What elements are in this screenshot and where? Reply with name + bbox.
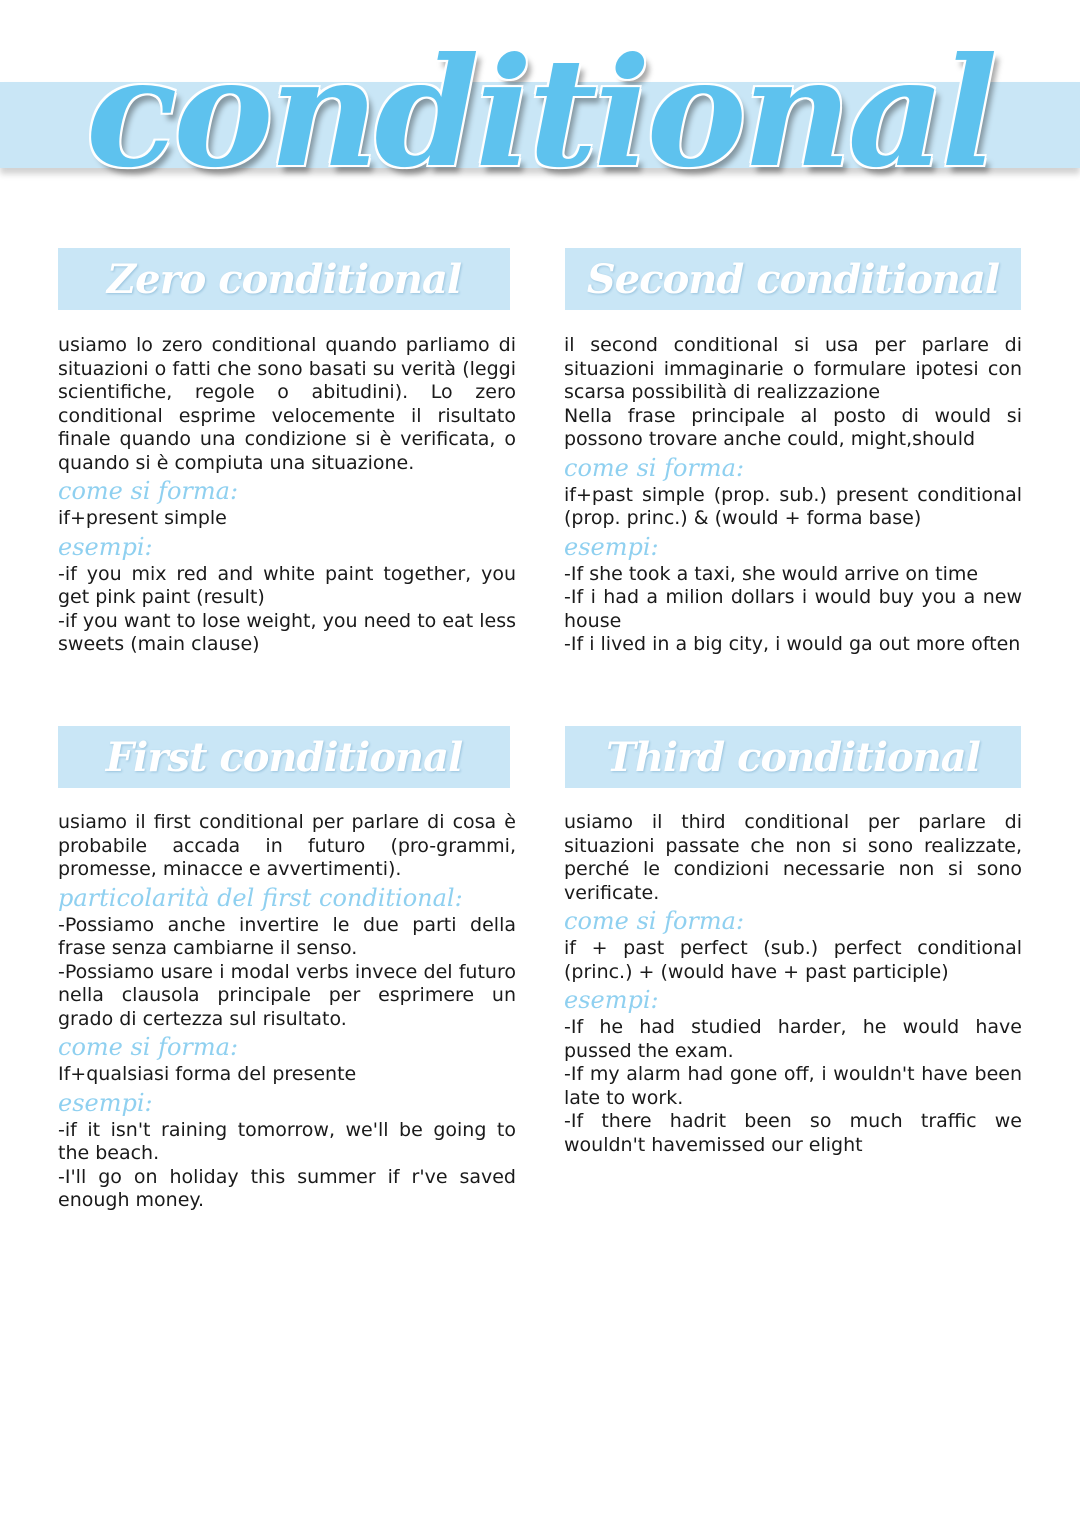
zero-conditional-section	[58, 334, 516, 657]
zero-conditional-intro: usiamo lo zero conditional quando parliamo di situazioni o fatti che sono basati su verità (leggi scientifiche, regole o abitudini). Lo zero conditional esprime velocemente il risultato finale quando una condizione si è verificata, o quando si è compiuta una situazione.	[58, 334, 516, 474]
second-conditional-header	[565, 248, 1021, 310]
third-form: if + past perfect (sub.) perfect conditional (princ.) + (would have + past participle)	[564, 937, 1022, 983]
zero-example: -if you want to lose weight, you need to eat less sweets (main clause)	[58, 609, 516, 655]
second-example: -If i lived in a big city, i would ga out more often	[564, 633, 1021, 655]
second-form: if+past simple (prop. sub.) present conditional (prop. princ.) & (would + forma base)	[564, 483, 1022, 529]
page-title: conditional	[86, 25, 994, 201]
third-examples-label: esempi:	[564, 986, 659, 1014]
second-examples-label: esempi:	[564, 532, 659, 561]
first-particular-label: particolarità del first conditional:	[58, 883, 463, 912]
first-conditional-header	[58, 726, 510, 788]
first-conditional-intro: usiamo il first conditional per parlare di cosa è probabile accada in futuro (pro-grammi, promesse, minacce e avvertimenti).	[58, 811, 516, 880]
first-example: -I'll go on holiday this summer if r've saved enough money.	[58, 1165, 516, 1211]
first-form-label: come si forma:	[58, 1033, 239, 1061]
third-conditional-heading: Third conditional	[606, 733, 980, 781]
first-particular: -Possiamo usare i modal verbs invece del futuro nella clausola principale per esprimere un grado di certezza sul risultato.	[58, 960, 516, 1030]
second-example: -If she took a taxi, she would arrive on time	[564, 562, 979, 585]
zero-form: if+present simple	[58, 507, 227, 529]
third-example: -If there hadrit been so much traffic we wouldn't havemissed our elight	[564, 1110, 1022, 1156]
zero-examples-label: esempi:	[58, 532, 153, 561]
second-example: -If i had a milion dollars i would buy you a new house	[564, 586, 1022, 632]
second-form-label: come si forma:	[564, 453, 745, 482]
first-example: -if it isn't raining tomorrow, we'll be going to the beach.	[58, 1118, 516, 1164]
zero-form-label: come si forma:	[58, 477, 239, 505]
first-particular: -Possiamo anche invertire le due parti della frase senza cambiarne il senso.	[58, 913, 516, 959]
third-conditional-header	[565, 726, 1021, 788]
zero-example: -if you mix red and white paint together, you get pink paint (result)	[58, 562, 516, 608]
third-example: -If he had studied harder, he would have pussed the exam.	[564, 1016, 1022, 1062]
zero-conditional-heading: Zero conditional	[106, 255, 462, 303]
first-conditional-section	[58, 811, 516, 1213]
second-conditional-note: Nella frase principale al posto di would si possono trovare anche could, might,should	[564, 404, 1022, 450]
first-examples-label: esempi:	[58, 1088, 153, 1117]
first-conditional-heading: First conditional	[105, 733, 463, 781]
second-conditional-section	[564, 334, 1022, 657]
third-example: -If my alarm had gone off, i wouldn't have been late to work.	[564, 1063, 1022, 1109]
second-conditional-heading: Second conditional	[586, 255, 1000, 303]
third-form-label: come si forma:	[564, 907, 745, 935]
third-conditional-section	[564, 811, 1022, 1157]
third-conditional-intro: usiamo il third conditional per parlare di situazioni passate che non si sono realizzate, perché le condizioni necessarie non si sono verificate.	[564, 811, 1022, 904]
second-conditional-intro: il second conditional si usa per parlare di situazioni immaginarie o formulare ipotesi con scarsa possibilità di realizzazione	[564, 334, 1022, 403]
zero-conditional-header	[58, 248, 510, 310]
first-form: If+qualsiasi forma del presente	[58, 1063, 357, 1085]
